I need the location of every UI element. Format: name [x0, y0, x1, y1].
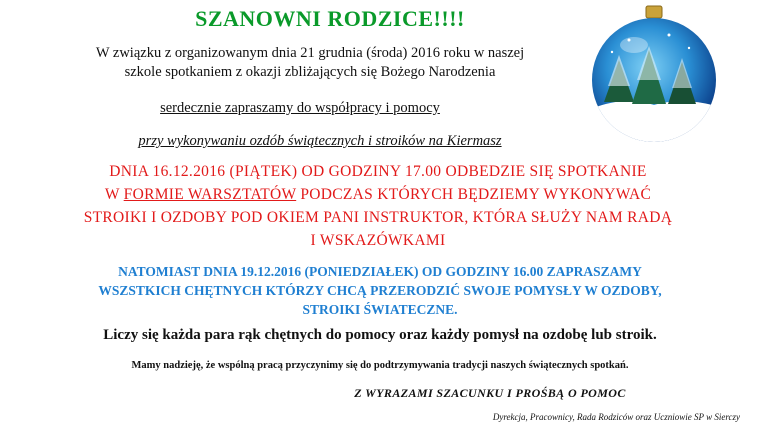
intro-line-2: szkole spotkaniem z okazji zbliżających się Bożego Narodzenia — [124, 64, 496, 80]
workshop-line-2-prefix: W — [104, 186, 124, 203]
intro-paragraph — [40, 44, 580, 82]
closing-greeting: Z WYRAZAMI SZACUNKU I PROŚBĄ O POMOC — [354, 386, 626, 400]
page-title: SZANOWNI RODZICE!!!! — [195, 6, 465, 31]
workshop-line-2 — [18, 183, 738, 206]
tradition-hope: Mamy nadzieję, że wspólną pracą przyczynimy się do podtrzymywania tradycji naszych świątecznych spotkań. — [131, 360, 629, 371]
every-hand-counts: Liczy się każda para rąk chętnych do pomocy oraz każdy pomysł na ozdobę lub stroik. — [103, 327, 657, 343]
workshop-line-2-suffix: PODCZAS KTÓRYCH BĘDZIEMY WYKONYWAĆ — [296, 186, 652, 203]
intro-line-1: W związku z organizowanym dnia 21 grudnia (środa) 2016 roku w naszej — [95, 45, 525, 61]
workshop-line-3: STROIKI I OZDOBY POD OKIEM PANI INSTRUKTOR, KTÓRA SŁUŻY NAM RADĄ — [83, 209, 673, 226]
invitation-line-1: serdecznie zapraszamy do współpracy i pomocy — [160, 100, 440, 116]
workshop-line-4: I WSKAZÓWKAMI — [310, 232, 446, 249]
workshop-form-underlined: FORMIE WARSZTATÓW — [123, 186, 297, 203]
second-meeting-notice — [30, 262, 730, 319]
workshop-line-1: DNIA 16.12.2016 (PIĄTEK) OD GODZINY 17.00 ODBEDZIE SIĘ SPOTKANIE — [109, 163, 647, 180]
second-meeting-line-1: NATOMIAST DNIA 19.12.2016 (PONIEDZIAŁEK) OD GODZINY 16.00 ZAPRASZAMY — [118, 264, 642, 279]
second-meeting-line-2: WSZSTKICH CHĘTNYCH KTÓRZY CHCĄ PRZERODZIĆ SWOJE POMYSŁY W OZDOBY, — [98, 283, 662, 298]
invitation-line-2: przy wykonywaniu ozdób świątecznych i stroików na Kiermasz — [138, 133, 502, 149]
workshop-notice — [18, 160, 738, 252]
christmas-bauble-icon — [584, 0, 724, 150]
signature: Dyrekcja, Pracownicy, Rada Rodziców oraz Uczniowie SP w Sierczy — [492, 412, 740, 422]
second-meeting-line-3: STROIKI ŚWIATECZNE. — [302, 302, 458, 317]
